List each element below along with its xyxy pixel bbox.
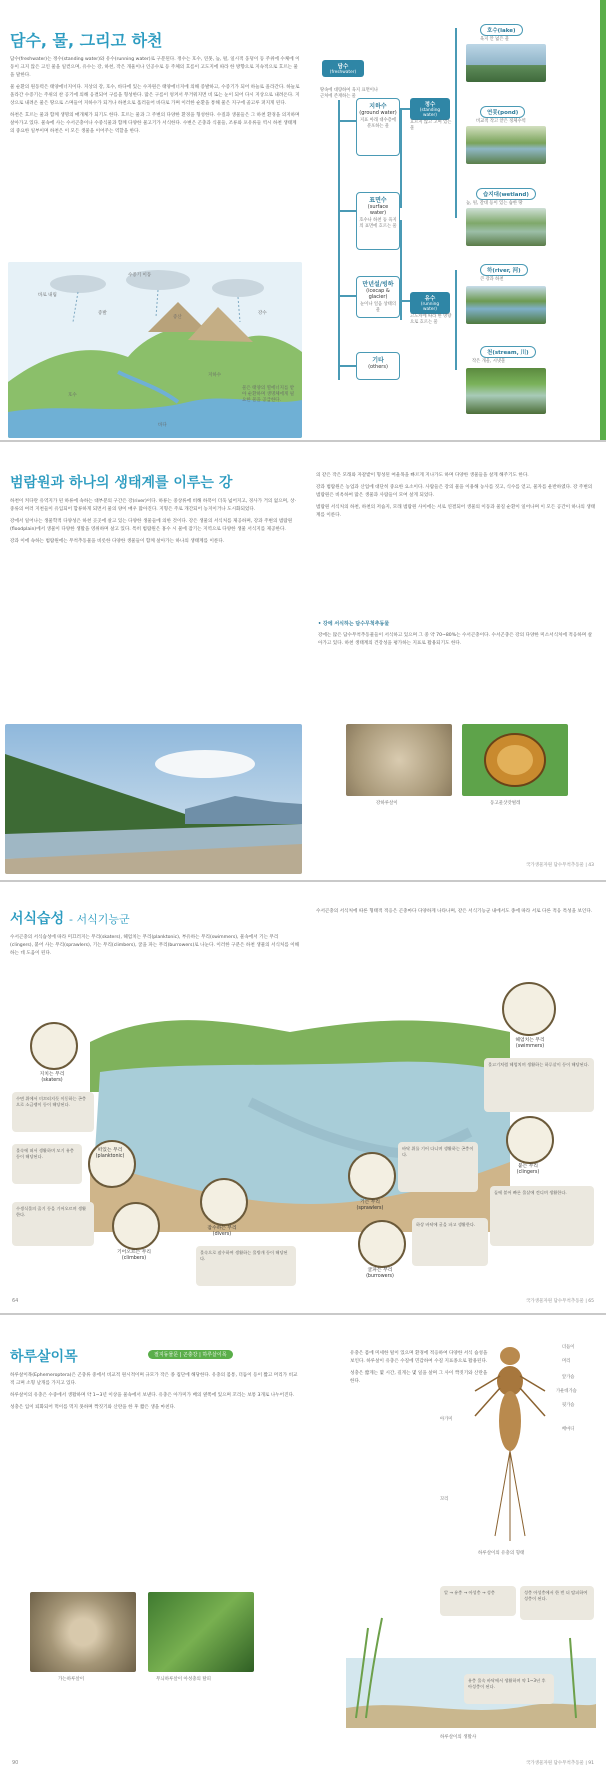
planktonic-desc: 물속에 떠서 생활하며 모기 유충 등이 해당된다. (12, 1144, 82, 1184)
surfacewater-node: 표면수 (surface water) 호수나 하천 등 육지의 표면에 흐르는 물 (356, 192, 400, 250)
sprawlers-desc: 바닥 위를 기어 다니며 생활하는 곤충이다. (398, 1142, 478, 1192)
body-text-left (10, 498, 300, 720)
connector (338, 100, 340, 380)
anatomy-label: 아가미 (440, 1417, 453, 1422)
paragraph: 하천은 흐르는 물과 함께 생명의 매개체가 되기도 한다. 흐르는 물과 그 주변의 다양한 환경을 형성한다. 수질과 생물들은 그 하천 환경을 의지하며 살아가고 있다. 물속에 사는 수서곤충이나 수중식물과 함께 다양한 물고기가 서식한다. 수변은 곤충과 식물들, 조류와 포유류들 역시 하천 생태계의 중요한 일부이며 하천은 이 모든 생물을 이어주는 역할을 한다. (10, 113, 300, 134)
sprawlers-label: 기는 무리 (sprawlers) (356, 1200, 384, 1211)
page-title: 담수, 물, 그리고 하천 (10, 31, 163, 50)
page-title: 범람원과 하나의 생태계를 이루는 강 (10, 475, 233, 491)
page-number-left: 90 (12, 1760, 19, 1766)
river-photo-svg (5, 724, 302, 874)
divers-desc: 물속으로 잠수하여 생활하는 물방개 등이 해당된다. (196, 1246, 296, 1286)
green-edge (600, 0, 606, 440)
freshwater-root-node: 담수 (freshwater) (322, 60, 364, 77)
pond-desc: 비교적 작고 얕은 정체수역 (476, 119, 526, 124)
connector (400, 220, 402, 320)
running-water-node: 유수 (running water) (410, 292, 450, 314)
mayfly-larvae-photo (30, 1592, 136, 1672)
river-desc: 큰 강과 하천 (480, 277, 504, 282)
anatomy-label: 앞가슴 (562, 1375, 575, 1380)
body-text-right: 수서곤충의 서식처에 따른 형태적 적응은 곤충마다 다양하게 나타나며, 같은 서식기능군 내에서도 종에 따라 서로 다른 적응 특성을 보인다. (316, 909, 593, 914)
mayfly-anatomy (470, 1336, 570, 1546)
spread-freshwater (0, 0, 606, 440)
illus-label: 강수 (258, 311, 267, 316)
divers-label: 잠수하는 무리 (divers) (207, 1226, 237, 1237)
paragraph: 성충은 입이 퇴화되어 먹이를 먹지 못하며 짝짓기와 산란을 한 후 짧은 생을 마친다. (10, 1405, 176, 1410)
water-cycle-illustration (8, 262, 302, 438)
illustration-caption: 물은 태양의 열에너지를 받아 순환하며 생명체에게 필요한 물을 공급한다. (242, 386, 295, 403)
pond-photo (466, 126, 546, 164)
root-desc: 땅속에 대량하여 육지 표면이나 근처에 존재하는 물 (320, 88, 379, 99)
running-desc: 고도차에 따라 한 방향으로 흐르는 물 (410, 314, 452, 325)
lifecycle-note: 알 → 유충 → 아성충 → 성충 (440, 1586, 516, 1616)
anatomy-label: 뒷가슴 (562, 1403, 575, 1408)
wetland-photo (466, 208, 546, 246)
planktonic-label: 떠있는 무리 (planktonic) (95, 1148, 125, 1159)
anatomy-caption: 하루살이의 유충의 형태 (478, 1551, 525, 1556)
illus-label: 지하수 (208, 373, 222, 378)
connector (338, 120, 356, 122)
spread-divider (0, 1313, 606, 1315)
water-penny-photo (462, 724, 568, 796)
connector (338, 365, 356, 367)
climbers-desc: 수생식물의 줄기 등을 기어오르며 생활한다. (12, 1202, 94, 1246)
paragraph: 하천이 커다란 유역지가 된 하류에 속하는 대부분의 구간은 강(river)이다. 하류는 중상류에 비해 하폭이 더욱 넓어지고, 경사가 거의 없으며, 상·중류의 여러 지천들이 유입되어 합류하게 되면서 물의 양이 매우 많아진다. 지형은 주로 개간되어 농지이거나 도시화되었다. (10, 499, 296, 512)
swimmers-desc: 물고기처럼 헤엄치며 생활하는 하루살이 등이 해당된다. (484, 1058, 594, 1112)
invertebrate-box-title: • 강에 서식하는 담수무척추동물 (318, 621, 390, 627)
divers-icon (200, 1178, 248, 1226)
pond-label: 연못(pond) (480, 106, 525, 118)
illus-label: 증발 (98, 311, 107, 316)
glacier-node: 만년설/빙하 (icecap & glacier) 눈이나 얼음 상태의 물 (356, 276, 400, 318)
river-photo (466, 286, 546, 324)
spread-mayfly (0, 1316, 606, 1774)
lifecycle-note: 성충 아성충에서 한 번 더 탈피하여 성충이 된다. (520, 1586, 594, 1620)
swimmers-label: 헤엄치는 무리 (swimmers) (515, 1038, 545, 1049)
anatomy-label: 더듬이 (562, 1345, 575, 1350)
paragraph: 하루살이의 유충은 수중에서 생활하며 약 1~3년 이상을 물속에서 보낸다. 유충은 아가미가 배의 옆쪽에 있으며 꼬리는 보통 3개로 나누어진다. (10, 1393, 295, 1398)
page-title: 서식습성 - 서식기능군 (10, 911, 130, 927)
lake-photo (466, 44, 546, 82)
habitat-scene-svg (90, 982, 510, 1232)
connector (338, 210, 356, 212)
habitat-scene (90, 982, 510, 1232)
connector (400, 108, 402, 208)
paragraph: 강과 이에 속하는 범람원에는 무척추동물을 비롯한 다양한 생물들이 함께 살아가는 하나의 생태계를 이룬다. (10, 539, 225, 544)
skaters-label: 지치는 무리 (skaters) (39, 1072, 65, 1083)
wetland-label: 습지대(wetland) (476, 188, 536, 200)
burrowers-label: 굴파는 무리 (burrowers) (366, 1268, 394, 1279)
body-text-right (316, 472, 596, 612)
illus-label: 바로 내림 (38, 293, 57, 298)
body-text-right (350, 1350, 490, 1550)
paragraph: 하루살이목(Ephemeroptera)은 곤충류 중에서 비교적 원시적이며 규모가 작은 종 집단에 해당한다. 유충의 몸통, 더듬이 등이 짧고 머리가 비교적 크며 소형 날개를 가지고 있다. (10, 1373, 298, 1386)
anatomy-label: 꼬리 (440, 1497, 449, 1502)
clingers-icon (506, 1116, 554, 1164)
swimmers-icon (502, 982, 556, 1036)
others-node: 기타 (others) (356, 352, 400, 380)
groundwater-node: 지하수 (ground water) 지표 아래 대수층에 분포하는 물 (356, 98, 400, 156)
water-penny-svg (462, 724, 568, 796)
illus-label: 수증기 이동 (128, 273, 152, 278)
page-footer: 국가생물자원 담수무척추동물 | 65 (525, 1299, 594, 1304)
mayfly-molt-photo (148, 1592, 254, 1672)
illus-label: 호수 (68, 393, 77, 398)
illus-label: 증산 (173, 315, 182, 320)
spread-floodplain (0, 442, 606, 878)
anatomy-label: 배마디 (562, 1427, 575, 1432)
stream-label: 천(stream, 川) (480, 346, 536, 358)
larvae-caption: 가는하루살이 (58, 1677, 85, 1682)
taxonomy-badge: 절지동물문 | 곤충강 | 하루살이목 (148, 1350, 233, 1359)
connector (455, 28, 457, 218)
lifecycle-caption: 하루살이의 생활사 (440, 1735, 477, 1740)
body-text (10, 56, 300, 256)
body-text-left: 수서곤충의 서식습성에 따라 미끄러지는 무리(skaters), 헤엄치는 무리(planktonic), 부유하는 무리(swimmers), 물속에서 기는 무리(clingers), 붙어 사는 무리(sprawlers), 기는 무리(climbers), 굴을 파는 무리(burrowers)로 나눈다. 이러한 구분은 하천 생물의 서식처를 이해하는 데 도움이 된다. (10, 935, 300, 956)
page-title: 하루살이목 (10, 1349, 78, 1365)
clingers-label: 붙는 무리 (clingers) (516, 1164, 540, 1175)
connector (400, 108, 410, 110)
molt-caption: 무늬하루살이 아성충의 탈피 (156, 1677, 212, 1682)
river-landscape-photo (5, 724, 302, 874)
climbers-label: 기어오르는 무리 (climbers) (117, 1250, 151, 1261)
standing-water-node: 정수 (standing water) (410, 98, 450, 120)
page-number-left: 64 (12, 1298, 19, 1304)
spread-habits (0, 882, 606, 1312)
connector (338, 295, 356, 297)
climbers-icon (112, 1202, 160, 1250)
anatomy-label: 머리 (562, 1359, 571, 1364)
burrowers-desc: 하상 바닥에 굴을 파고 생활한다. (412, 1218, 488, 1266)
standing-desc: 흐르지 않고 고여 있는 물 (410, 120, 452, 131)
connector (455, 270, 457, 370)
paragraph: 성충은 짧게는 몇 시간, 길게는 몇 일을 살며 그 사이 짝짓기와 산란을 한다. (350, 1371, 488, 1384)
illus-label: 바다 (158, 423, 167, 428)
clingers-desc: 돌에 붙어 빠른 물살에 견디며 생활한다. (490, 1186, 594, 1246)
lifecycle-note: 유충 물속 바닥에서 생활하며 약 1~3년 후 아성충이 된다. (464, 1674, 554, 1704)
stream-photo (466, 368, 546, 414)
paragraph: 범람원 서식처의 하천, 하천의 저습지, 모래 범람원 사이에는 서로 연결되어 생물의 이동과 물질 순환이 일어나며 이 모든 공간이 하나의 생태계를 이룬다. (316, 505, 596, 518)
connector (400, 300, 410, 302)
sprawlers-icon (348, 1152, 396, 1200)
water-penny-caption: 동고물삿갓벌레 (490, 801, 521, 806)
invertebrate-box-text: 강에는 많은 담수무척추동물들이 서식하고 있으며 그 중 약 70~80%는 수서곤충이다. 수서곤충은 강의 다양한 미소서식처에 적응하며 살아가고 있다. 하천 생태계의 건강성을 평가하는 지표로 활용되기도 한다. (318, 633, 593, 646)
lake-label: 호수(lake) (480, 24, 523, 36)
paragraph: 강에서 일어나는 생물학적 다양성은 하천 곳곳에 살고 있는 다양한 생물들에 의한 것이다. 강은 생물의 서식처를 제공하며, 강과 주변의 범람원(floodplain)에서 생물이 다양한 생활을 영위하며 살고 있다. 특히 범람원은 홍수 시 물에 잠기는 지역으로 다양한 생물 서식지를 제공한다. (10, 519, 293, 532)
stream-desc: 작은 개울, 시냇물 (472, 359, 506, 364)
page-footer: 국가생물자원 담수무척추동물 | 43 (525, 863, 594, 868)
wetland-desc: 늪, 펄, 갈대 등이 있는 습한 땅 (466, 201, 523, 206)
skaters-icon (30, 1022, 78, 1070)
anatomy-label: 가운데가슴 (556, 1389, 577, 1394)
lake-desc: 육지 안 넓은 물 (480, 37, 510, 42)
paragraph: 담수(freshwater)는 정수(standing water)와 유수(running water)로 구분된다. 정수는 호수, 연못, 늪, 펄, 일시적 웅덩이 등 주위에 수체에 이동이 크지 않은 고인 물을 일컫으며, 유수는 강, 하천, 작은 개울이나 인공수로 등 주체의 흐름이 고도지에 따라 한 방향으로 지속적으로 흐르는 물을 말한다. (10, 57, 300, 78)
freshwater-diagram (320, 20, 600, 435)
burrowers-icon (358, 1220, 406, 1268)
paragraph: 물 순환의 원동력은 태양에너지이다. 지상의 강, 호수, 바다에 있는 수자원은 태양에너지에 의해 증발하고, 수증기가 되어 하늘로 올라간다. 하늘로 올라간 수증기는 주위의 찬 공기에 의해 응결되어 구름을 형성한다. 많은 구름이 엉켜서 무거워지면 비 또는 눈이 되어 다시 지상으로 내려온다. 지상으로 내려온 물은 땅으로 스며들어 지하수가 되거나 하천으로 흘러들어 바다로 가며 이러한 순환을 통해 물은 지구에 골고루 퍼지게 된다. (10, 85, 300, 106)
river-label: 하(river, 河) (480, 264, 528, 276)
skaters-desc: 수면 위에서 미끄러지듯 이동하는 곤충으로 소금쟁이 등이 해당된다. (12, 1092, 94, 1132)
page-footer: 국가생물자원 담수무척추동물 | 91 (525, 1761, 594, 1766)
body-text-left (10, 1372, 300, 1572)
mayfly-photo (346, 724, 452, 796)
mayfly-caption: 강하루살이 (376, 801, 398, 806)
water-cycle-svg (8, 262, 302, 438)
paragraph: 강과 범람원은 농업과 산업에 대단히 중요한 요소이다. 사람들은 강의 물을 이용해 농사를 짓고, 식수를 얻고, 물자를 운반하였다. 강 주변의 범람원은 비옥하여 많은 생물과 사람들이 모여 살게 되었다. (316, 485, 593, 498)
paragraph: 유충은 몸에 미세한 털이 있으며 환경에 적응하여 다양한 서식 습성을 보인다. 하루살이 유충은 수질에 민감하여 수질 지표종으로 활용된다. (350, 1351, 488, 1364)
mayfly-anatomy-svg (470, 1336, 570, 1546)
paragraph: 의 같은 작은 모래와 자갈밭이 형성된 여울목을 빠르게 지나가도 하며 다양한 생물들을 살게 해주기도 한다. (316, 473, 529, 478)
